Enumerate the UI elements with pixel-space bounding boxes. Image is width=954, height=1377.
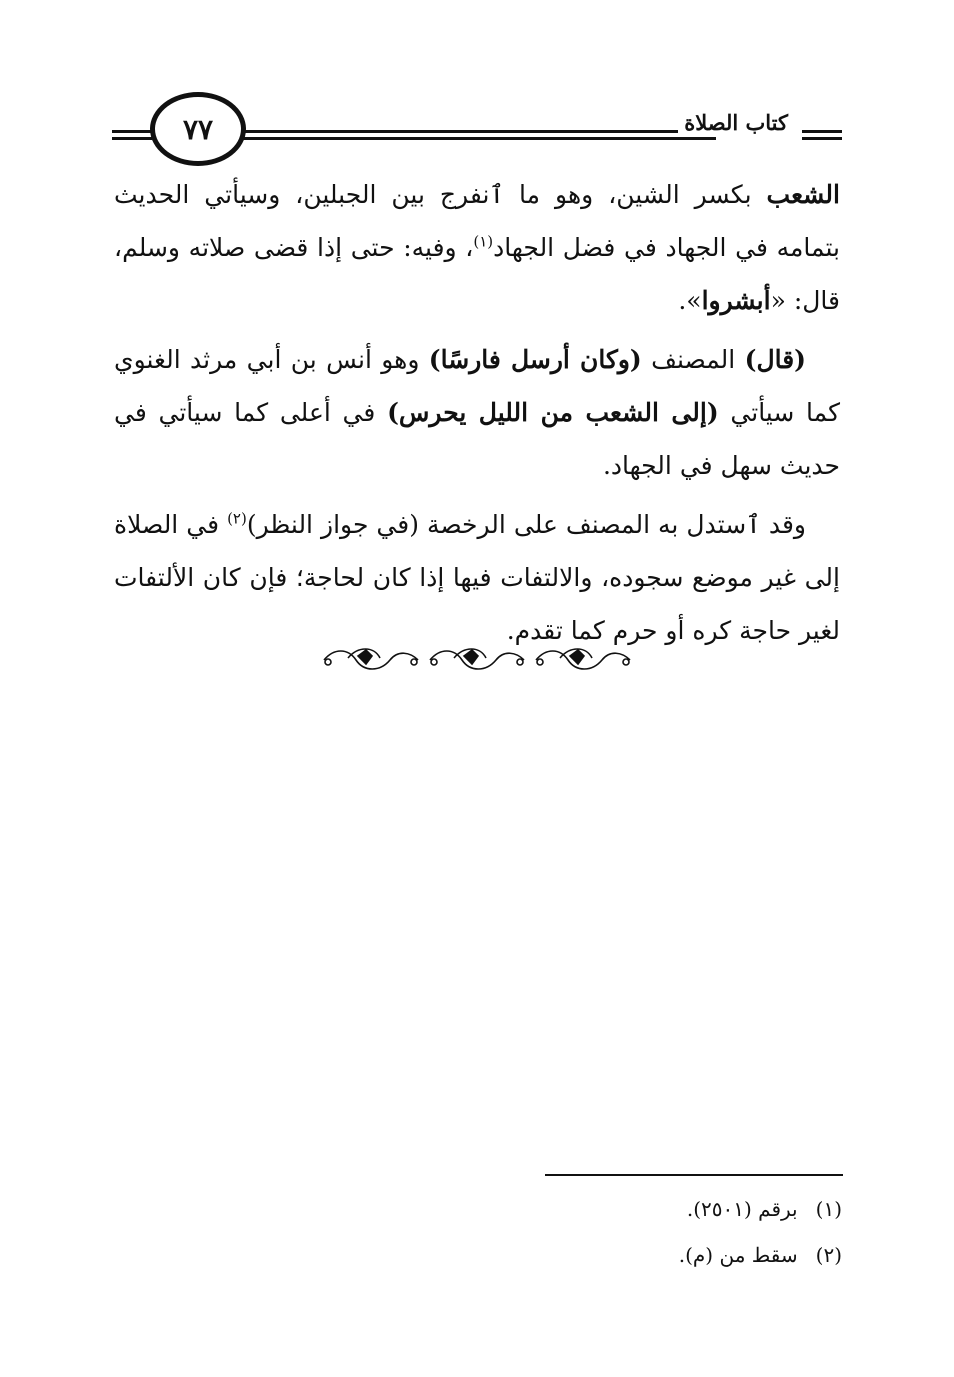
main-text (114, 168, 840, 663)
footnotes (342, 1186, 842, 1278)
paragraph-1 (114, 168, 840, 327)
footnote-text: سقط من (م). (678, 1243, 798, 1267)
text-run: وهو أنس بن أبي مرثد الغنوي كما سيأتي (114, 345, 840, 427)
header-rule (212, 137, 716, 140)
footnote-2 (342, 1232, 842, 1278)
text-run: وقد ٱستدل به المصنف على الرخصة (في جواز النظر) (246, 510, 806, 539)
footnote-1 (342, 1186, 842, 1232)
text-run: في أعلى كما سيأتي في حديث سهل في الجهاد. (114, 398, 840, 480)
bold-term: (إلى الشعب من الليل يحرس) (387, 398, 719, 427)
paragraph-2 (114, 333, 840, 492)
paragraph-3 (114, 498, 840, 657)
text-run: في الصلاة إلى غير موضع سجوده، والالتفات فيها إذا كان لحاجة؛ فإن كان الألتفات لغير حاجة كره أو حرم كما تقدم. (114, 510, 840, 645)
footnote-ref: (٢) (227, 509, 247, 528)
text-run: المصنف (641, 345, 745, 374)
text-run: بكسر الشين، وهو ما ٱنفرج بين الجبلين، وسيأتي الحديث بتمامه في الجهاد في فضل الجهاد (114, 180, 840, 262)
header-rule (112, 137, 152, 140)
header-rule (112, 130, 152, 133)
bold-term: (قال) (744, 345, 807, 374)
section-end-ornament-icon (318, 638, 636, 678)
bold-term: (وكان أرسل فارسًا) (428, 345, 642, 374)
bold-quote: أبشروا (701, 286, 771, 315)
page-number: ٧٧ (150, 92, 246, 166)
header-rule (802, 137, 842, 140)
running-title: كتاب الصلاة (678, 110, 794, 135)
footnote-separator (545, 1174, 843, 1176)
footnote-number: (١) (815, 1197, 842, 1221)
text-run: ». (678, 286, 702, 315)
footnote-number: (٢) (815, 1243, 842, 1267)
bold-term: الشعب (766, 180, 840, 209)
text-run: ، وفيه: حتى إذا قضى صلاته وسلم، قال: « (114, 233, 840, 315)
footnote-text: برقم (٢٥٠١). (686, 1197, 798, 1221)
header-rule (212, 130, 716, 133)
page-header (112, 92, 842, 172)
footnote-ref: (١) (473, 232, 494, 251)
header-rule (802, 130, 842, 133)
